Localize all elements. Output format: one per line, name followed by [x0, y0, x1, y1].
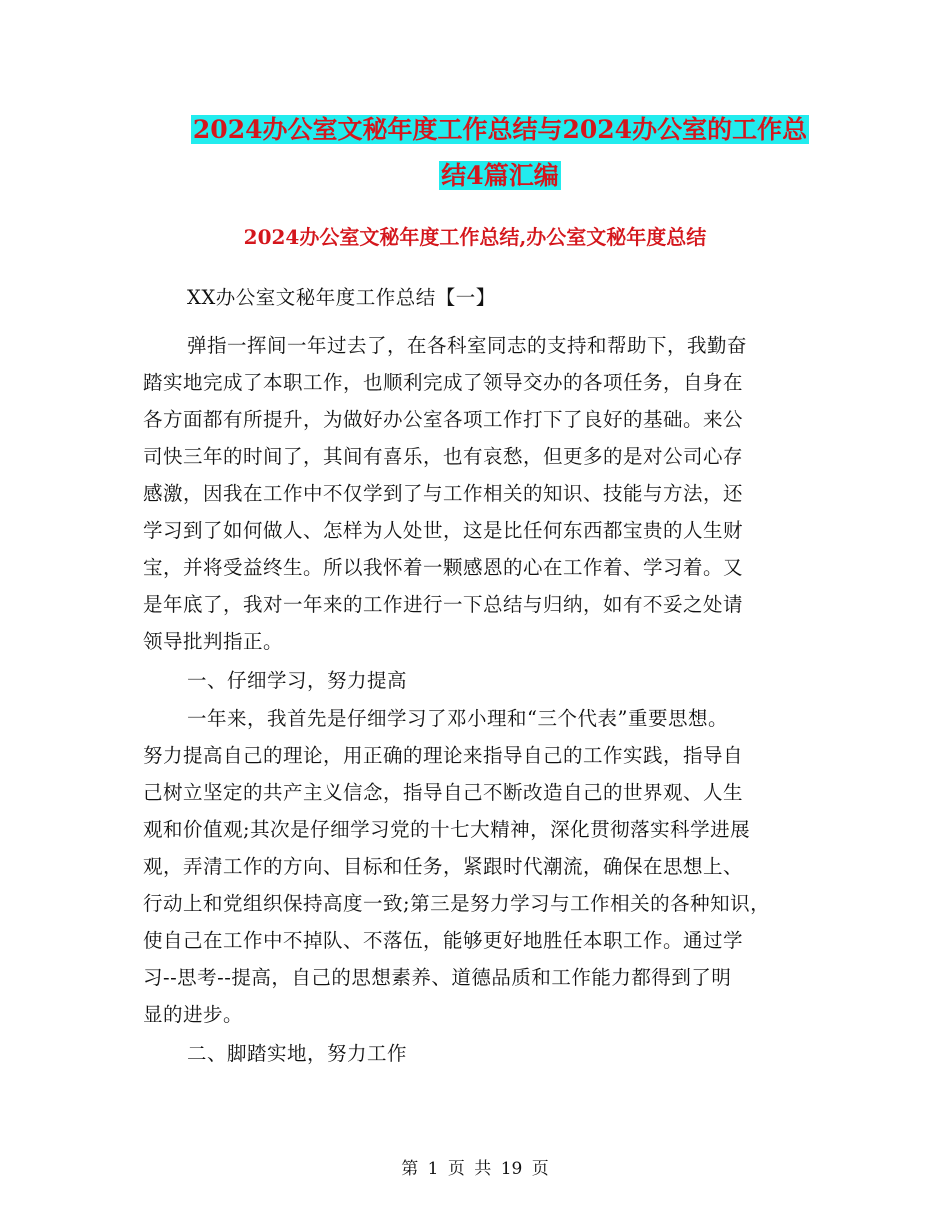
- paragraph-line: 感激，因我在工作中不仅学到了与工作相关的知识、技能与方法，还: [143, 482, 744, 505]
- paragraph-line: 是年底了，我对一年来的工作进行一下总结与归纳，如有不妥之处请: [143, 593, 744, 616]
- section-heading-2: 二、脚踏实地，努力工作: [187, 1042, 408, 1065]
- paragraph-line: 宝，并将受益终生。所以我怀着一颗感恩的心在工作着、学习着。又: [143, 556, 744, 579]
- section-heading-1: 一、仔细学习，努力提高: [187, 669, 408, 692]
- paragraph-line: 行动上和党组织保持高度一致;第三是努力学习与工作相关的各种知识，: [143, 892, 771, 915]
- page-number-footer: 第 1 页 共 19 页: [401, 1159, 549, 1179]
- paragraph-line: 各方面都有所提升，为做好办公室各项工作打下了良好的基础。来公: [143, 408, 744, 431]
- paragraph-line: 己树立坚定的共产主义信念，指导自己不断改造自己的世界观、人生: [143, 781, 744, 804]
- paragraph-line: 使自己在工作中不掉队、不落伍，能够更好地胜任本职工作。通过学: [143, 929, 744, 952]
- paragraph-line: 领导批判指正。: [143, 630, 284, 653]
- document-title-line-1: [140, 108, 860, 152]
- paragraph-line: 努力提高自己的理论，用正确的理论来指导自己的工作实践，指导自: [143, 744, 744, 767]
- document-title-line-2: [140, 154, 860, 198]
- paragraph-line: 一年来，我首先是仔细学习了邓小理和“三个代表”重要思想。: [187, 707, 728, 730]
- title-highlight: 2024办公室文秘年度工作总结与2024办公室的工作总: [192, 115, 808, 144]
- paragraph-line: 观，弄清工作的方向、目标和任务，紧跟时代潮流，确保在思想上、: [143, 855, 744, 878]
- paragraph-line: 学习到了如何做人、怎样为人处世，这是比任何东西都宝贵的人生财: [143, 519, 744, 542]
- paragraph-heading: XX办公室文秘年度工作总结【一】: [187, 286, 496, 309]
- section-heading: 2024办公室文秘年度工作总结,办公室文秘年度总结: [243, 225, 707, 249]
- paragraph-line: 踏实地完成了本职工作，也顺利完成了领导交办的各项任务，自身在: [143, 371, 744, 394]
- paragraph-line: 司快三年的时间了，其间有喜乐，也有哀愁，但更多的是对公司心存: [143, 445, 744, 468]
- title-highlight: 结4篇汇编: [441, 161, 559, 190]
- paragraph-line: 显的进步。: [143, 1003, 244, 1026]
- paragraph-line: 习--思考--提高，自己的思想素养、道德品质和工作能力都得到了明: [143, 966, 732, 989]
- paragraph-line: 观和价值观;其次是仔细学习党的十七大精神，深化贯彻落实科学进展: [143, 818, 751, 841]
- paragraph-line: 弹指一挥间一年过去了，在各科室同志的支持和帮助下，我勤奋: [187, 334, 748, 357]
